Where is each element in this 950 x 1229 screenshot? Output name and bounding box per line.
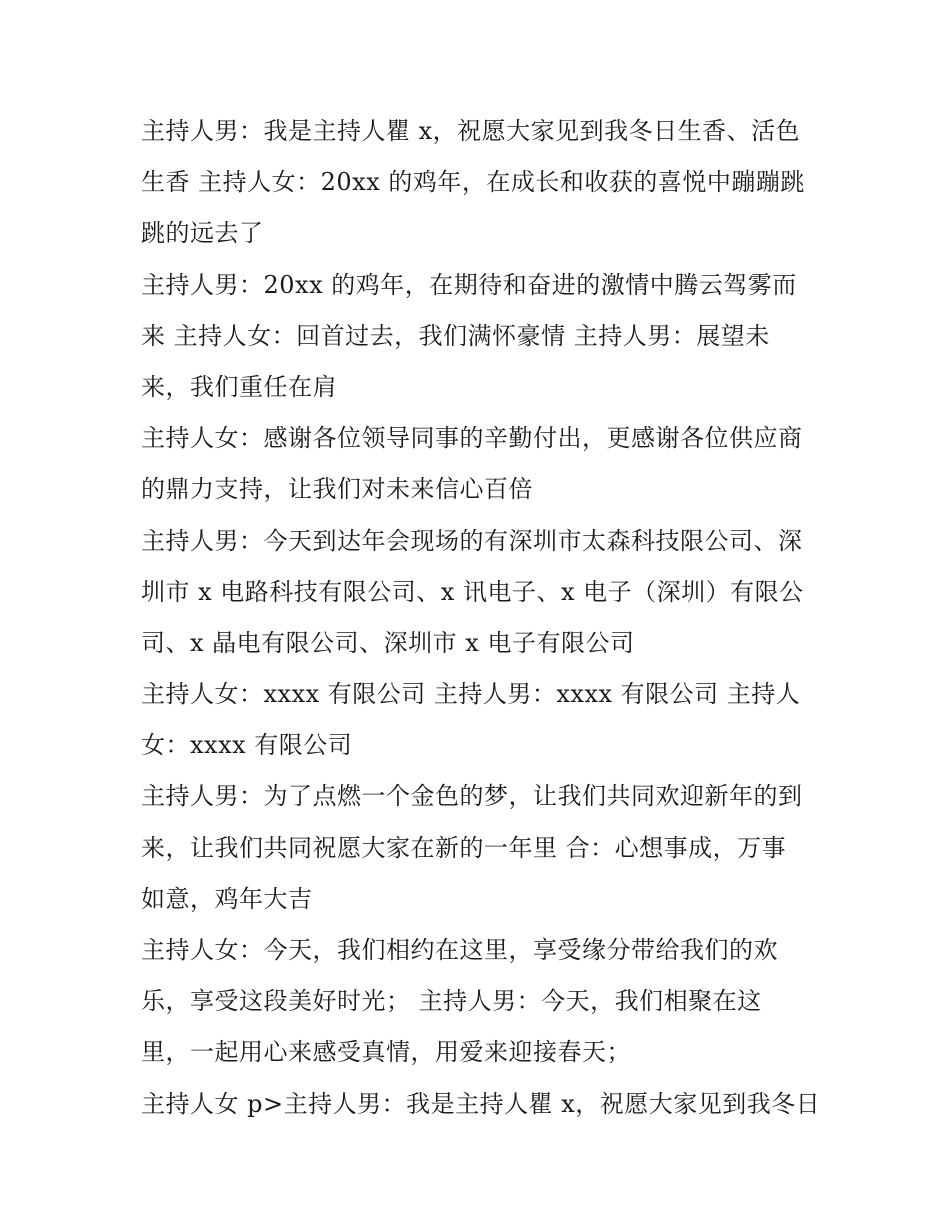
text-line: 主持人女 p>主持人男：我是主持人瞿 x，祝愿大家见到我冬日 bbox=[141, 1089, 821, 1118]
text-line: 的鼎力支持，让我们对未来信心百倍 bbox=[141, 475, 533, 504]
text-line: 来，让我们共同祝愿大家在新的一年里 合：心想事成，万事 bbox=[141, 833, 787, 862]
text-line: 生香 主持人女：20xx 的鸡年，在成长和收获的喜悦中蹦蹦跳 bbox=[141, 168, 805, 197]
text-line: 如意，鸡年大吉 bbox=[141, 884, 313, 913]
text-line: 来 主持人女：回首过去，我们满怀豪情 主持人男：展望未 bbox=[141, 321, 770, 350]
text-line: 司、x 晶电有限公司、深圳市 x 电子有限公司 bbox=[141, 628, 635, 657]
text-line: 主持人男：我是主持人瞿 x，祝愿大家见到我冬日生香、活色 bbox=[141, 117, 801, 145]
text-line: 乐，享受这段美好时光； 主持人男：今天，我们相聚在这 bbox=[141, 987, 762, 1016]
text-line: 主持人女：xxxx 有限公司 主持人男：xxxx 有限公司 主持人 bbox=[141, 680, 801, 709]
text-line: 主持人男：今天到达年会现场的有深圳市太森科技限公司、深 bbox=[141, 526, 803, 555]
text-line: 女：xxxx 有限公司 bbox=[141, 731, 353, 760]
text-line: 里，一起用心来感受真情，用爱来迎接春天； bbox=[141, 1038, 631, 1067]
text-line: 主持人男：为了点燃一个金色的梦，让我们共同欢迎新年的到 bbox=[141, 782, 803, 811]
text-line: 跳的远去了 bbox=[141, 219, 264, 248]
document-body bbox=[141, 106, 821, 1130]
text-line: 来，我们重任在肩 bbox=[141, 372, 337, 401]
text-line: 主持人女：今天，我们相约在这里，享受缘分带给我们的欢 bbox=[141, 936, 778, 964]
text-line: 主持人男：20xx 的鸡年，在期待和奋进的激情中腾云驾雾而 bbox=[141, 270, 797, 299]
text-line: 主持人女：感谢各位领导同事的辛勤付出，更感谢各位供应商 bbox=[141, 424, 803, 453]
text-line: 圳市 x 电路科技有限公司、x 讯电子、x 电子（深圳）有限公 bbox=[141, 577, 804, 606]
